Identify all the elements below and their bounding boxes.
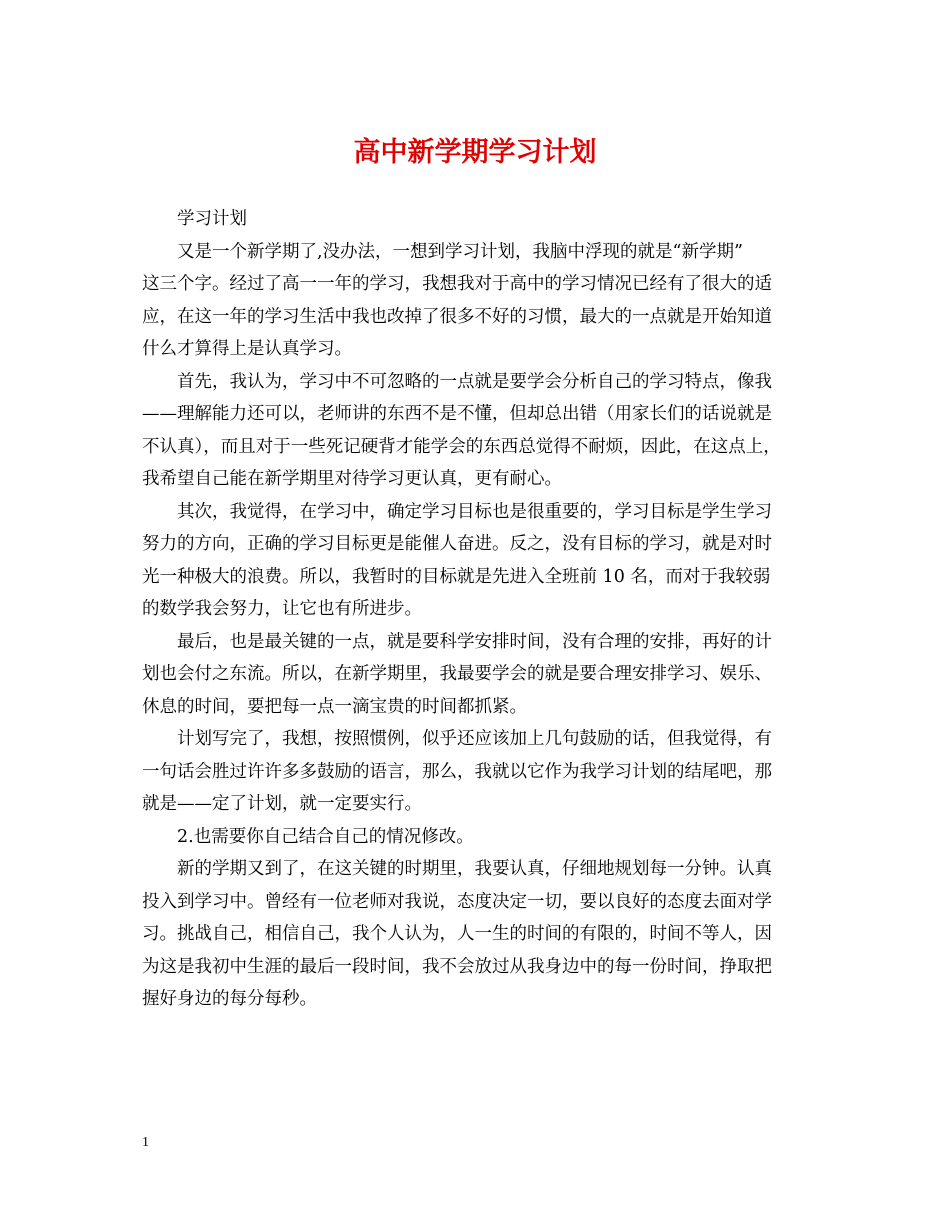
- paragraph-line: 投入到学习中。曾经有一位老师对我说，态度决定一切，要以良好的态度去面对学: [142, 891, 772, 912]
- paragraph-line: 最后，也是最关键的一点，就是要科学安排时间，没有合理的安排，再好的计: [177, 631, 772, 652]
- paragraph-line: 其次，我觉得，在学习中，确定学习目标也是很重要的，学习目标是学生学习: [177, 501, 772, 522]
- paragraph: [142, 626, 812, 659]
- paragraph: [142, 366, 812, 399]
- paragraph-line: ——理解能力还可以，老师讲的东西不是不懂，但却总出错（用家长们的话说就是: [142, 404, 772, 424]
- paragraph-line: 首先，我认为，学习中不可忽略的一点就是要学会分析自己的学习特点，像我: [177, 371, 772, 392]
- paragraph: [142, 723, 812, 756]
- paragraph-line: 的数学我会努力，让它也有所进步。: [142, 599, 422, 619]
- paragraph-continuation: [142, 268, 812, 366]
- paragraph-continuation: [142, 398, 812, 496]
- paragraph-line: 习。挑战自己，相信自己，我个人认为，人一生的时间的有限的，时间不等人，因: [142, 924, 772, 944]
- paragraph-line: 新的学期又到了，在这关键的时期里，我要认真，仔细地规划每一分钟。认真: [177, 859, 772, 879]
- paragraph-continuation: [142, 528, 812, 626]
- paragraph-continuation: [142, 756, 812, 821]
- paragraph-line: 应，在这一年的学习生活中我也改掉了很多不好的习惯，最大的一点就是开始知道: [142, 306, 772, 327]
- paragraph-line: 不认真），而且对于一些死记硬背才能学会的东西总觉得不耐烦，因此，在这点上，: [142, 436, 781, 457]
- page-number: 1: [142, 1135, 149, 1150]
- paragraph-line: 又是一个新学期了,没办法，一想到学习计划，我脑中浮现的就是“新学期”: [177, 241, 743, 262]
- paragraph-continuation: [142, 658, 812, 723]
- paragraph-line: 休息的时间，要把每一点一滴宝贵的时间都抓紧。: [142, 696, 527, 717]
- paragraph-continuation: [142, 886, 812, 1016]
- paragraph-note: [142, 821, 812, 854]
- paragraph-line: 一句话会胜过许许多多鼓励的语言，那么，我就以它作为我学习计划的结尾吧，那: [142, 761, 772, 782]
- document-title: 高中新学期学习计划: [353, 137, 597, 168]
- paragraph-line: 计划写完了，我想，按照惯例，似乎还应该加上几句鼓励的话，但我觉得，有: [177, 729, 772, 749]
- paragraph-line: 为这是我初中生涯的最后一段时间，我不会放过从我身边中的每一份时间，挣取把: [142, 956, 772, 977]
- paragraph-line: 就是——定了计划，就一定要实行。: [142, 794, 422, 814]
- paragraph: [142, 853, 812, 886]
- paragraph-line: 我希望自己能在新学期里对待学习更认真，更有耐心。: [142, 469, 562, 489]
- paragraph-line: 2.也需要你自己结合自己的情况修改。: [177, 826, 474, 847]
- paragraph-line: 划也会付之东流。所以，在新学期里，我最要学会的就是要合理安排学习、娱乐、: [142, 664, 772, 684]
- paragraph-line: 努力的方向，正确的学习目标更是能催人奋进。反之，没有目标的学习，就是对时: [142, 534, 772, 554]
- paragraph-line: 这三个字。经过了高一一年的学习，我想我对于高中的学习情况已经有了很大的适: [142, 274, 772, 294]
- paragraph-line: 握好身边的每分每秒。: [142, 989, 317, 1009]
- paragraph: [142, 496, 812, 529]
- paragraph-line: 什么才算得上是认真学习。: [142, 339, 352, 359]
- paragraph: [142, 236, 812, 269]
- paragraph-line: 光一种极大的浪费。所以，我暂时的目标就是先进入全班前 10 名，而对于我较弱: [142, 566, 771, 587]
- paragraph-line: 学习计划: [177, 209, 247, 229]
- paragraph-heading: [142, 203, 812, 236]
- document-body: [142, 203, 812, 1016]
